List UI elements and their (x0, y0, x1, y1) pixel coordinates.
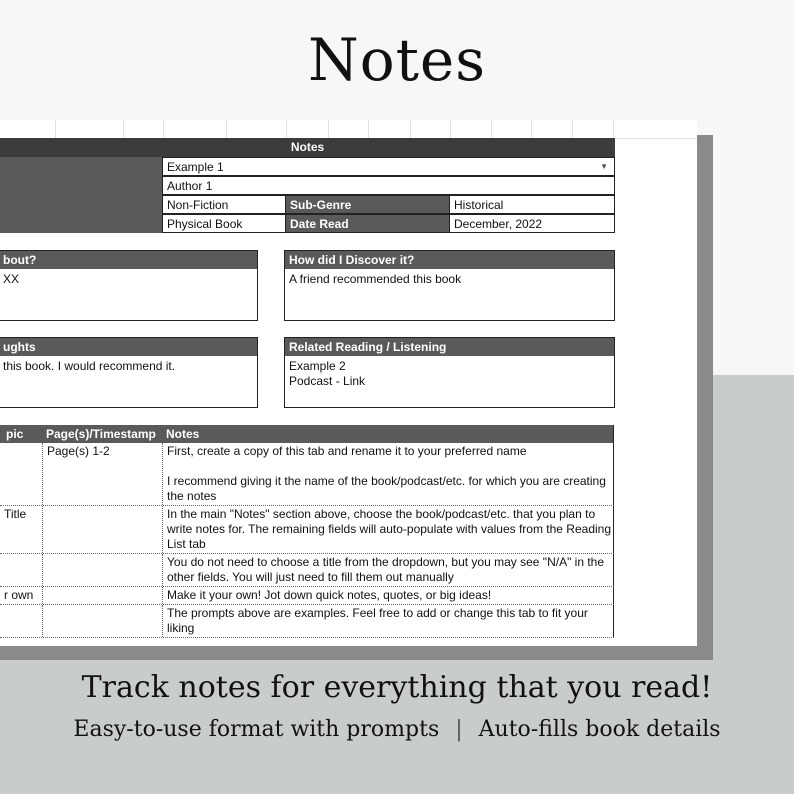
title-value: Example 1 (167, 160, 224, 174)
note-line: I recommend giving it the name of the book/podcast/etc. for which you are creating (167, 474, 606, 488)
thoughts-text: this book. I would recommend it. (3, 359, 176, 373)
notes-header (0, 138, 615, 157)
title-label-cell (0, 157, 163, 176)
note-line: Make it your own! Jot down quick notes, quotes, or big ideas! (167, 588, 492, 602)
feature-2: Auto-fills book details (478, 717, 721, 742)
title-select[interactable] (162, 157, 615, 176)
col-page-header: Page(s)/Timestamp (42, 425, 162, 443)
note-line: The prompts above are examples. Feel free to add or change this tab to fit your (167, 606, 588, 620)
related-box[interactable] (284, 337, 615, 408)
dateread-label-cell (285, 214, 450, 233)
discover-text: A friend recommended this book (289, 272, 462, 286)
discover-label: How did I Discover it? (285, 251, 614, 269)
note-line: other fields. You will just need to fill them out manually (167, 570, 454, 584)
author-label-cell (0, 176, 163, 195)
spreadsheet-preview (0, 120, 697, 646)
notes-header-label: Notes (290, 140, 325, 154)
subgenre-cell (449, 195, 615, 214)
page-cell[interactable] (42, 554, 162, 586)
page-cell[interactable] (42, 587, 162, 604)
page-cell[interactable] (42, 605, 162, 637)
genre-value: Non-Fiction (167, 198, 229, 212)
format-value: Physical Book (167, 217, 243, 231)
topic-cell[interactable] (0, 554, 42, 586)
format-label-cell (0, 214, 163, 233)
about-label: bout? (0, 251, 257, 269)
page-title: Notes (307, 26, 487, 94)
related-line-1: Example 2 (289, 359, 346, 373)
feature-separator: | (455, 717, 463, 742)
topic-cell[interactable] (0, 443, 42, 505)
note-line: You do not need to choose a title from the dropdown, but you may see "N/A" in the (167, 555, 605, 569)
thoughts-label: ughts (0, 338, 257, 356)
related-line-2: Podcast - Link (289, 374, 366, 388)
dateread-cell (449, 214, 615, 233)
topic-cell[interactable]: Title (4, 507, 27, 521)
thoughts-box[interactable] (0, 337, 258, 408)
page-cell[interactable] (42, 506, 162, 553)
page-cell[interactable]: Page(s) 1-2 (42, 443, 162, 505)
genre-cell (162, 195, 286, 214)
dateread-label: Date Read (290, 217, 349, 231)
table-row[interactable] (0, 587, 614, 605)
topic-cell[interactable]: r own (4, 588, 34, 602)
notes-cell[interactable] (162, 443, 614, 505)
table-row[interactable] (0, 554, 614, 587)
related-label: Related Reading / Listening (285, 338, 614, 356)
subgenre-label-cell (285, 195, 450, 214)
note-line (167, 459, 609, 474)
notes-cell[interactable] (162, 506, 614, 553)
dateread-value: December, 2022 (454, 217, 543, 231)
feature-line (0, 717, 794, 742)
about-text: XX (3, 272, 20, 286)
note-line: First, create a copy of this tab and rename it to your preferred name (167, 444, 527, 458)
table-row[interactable] (0, 605, 614, 638)
notes-cell[interactable] (162, 587, 614, 604)
format-cell (162, 214, 286, 233)
author-value: Author 1 (167, 179, 213, 193)
notes-cell[interactable] (162, 605, 614, 637)
topic-cell[interactable] (0, 605, 42, 637)
note-line: List tab (167, 537, 206, 551)
note-line: the notes (167, 489, 217, 503)
discover-box[interactable] (284, 250, 615, 321)
note-line: liking (167, 621, 195, 635)
dropdown-arrow-icon[interactable]: ▼ (600, 162, 608, 171)
col-notes-header: Notes (162, 425, 614, 443)
author-cell (162, 176, 615, 195)
column-header-strip (0, 120, 697, 139)
notes-cell[interactable] (162, 554, 614, 586)
subgenre-label: Sub-Genre (290, 198, 352, 212)
tagline: Track notes for everything that you read! (81, 670, 713, 705)
related-text (285, 356, 614, 392)
table-row[interactable] (0, 506, 614, 554)
about-box[interactable] (0, 250, 258, 321)
table-row[interactable] (0, 443, 614, 506)
feature-1: Easy-to-use format with prompts (73, 717, 440, 742)
genre-label-cell (0, 195, 163, 214)
subgenre-value: Historical (454, 198, 504, 212)
note-line: write notes for. The remaining fields will auto-populate with values from the Reading (167, 522, 612, 536)
note-line: In the main "Notes" section above, choose the book/podcast/etc. that you plan to (167, 507, 596, 521)
col-topic-header: pic (0, 425, 42, 443)
